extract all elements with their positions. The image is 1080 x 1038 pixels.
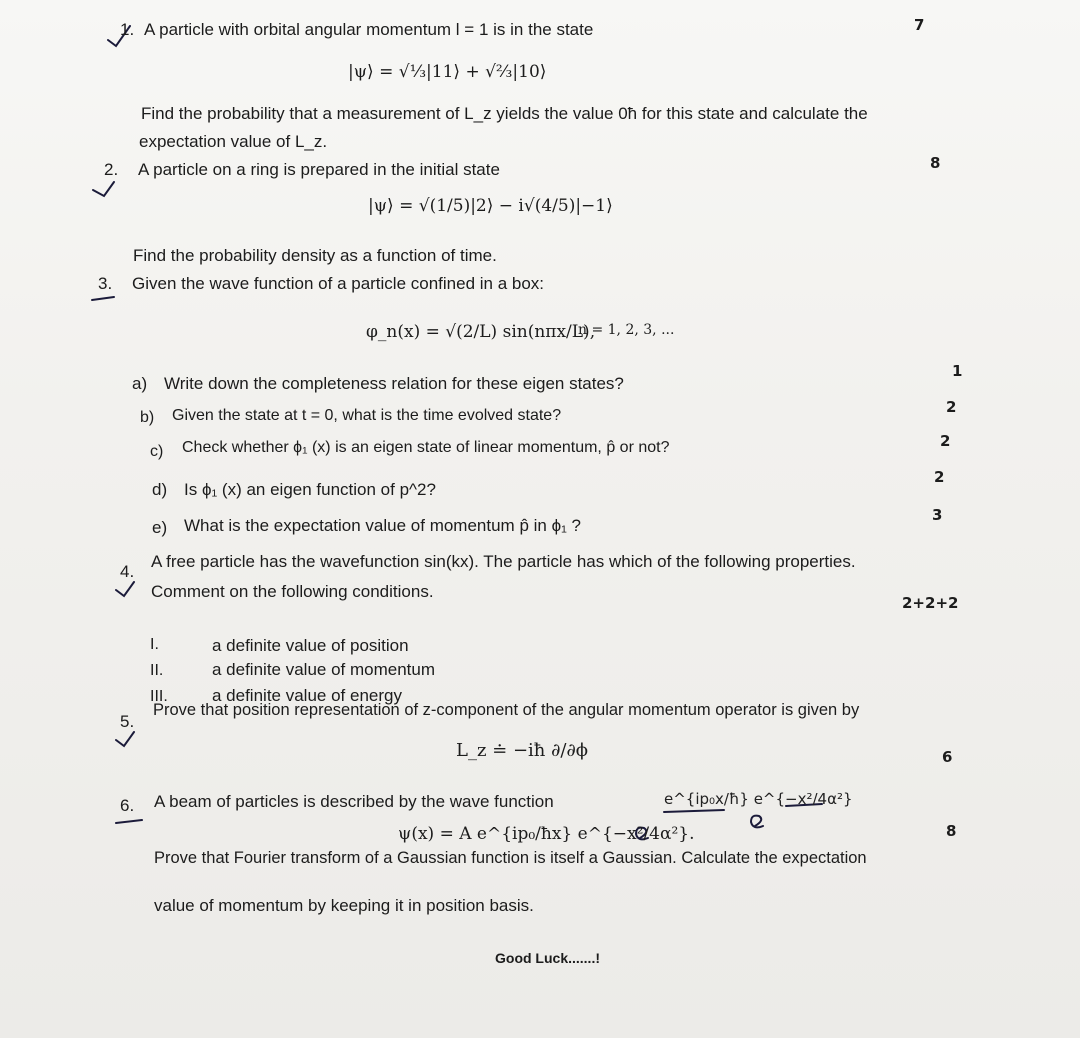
q6-label: 6.: [120, 796, 135, 815]
q3e-text: What is the expectation value of momentum p̂ in ϕ₁ ?: [184, 516, 582, 535]
q5-label: 5.: [120, 712, 135, 731]
q2-state: |ψ⟩ = √(1/5)|2⟩ − i√(4/5)|−1⟩: [368, 196, 613, 216]
q5-operator: L_z ≐ −iħ ∂/∂ϕ: [456, 740, 589, 761]
q2-text: A particle on a ring is prepared in the initial state: [138, 160, 500, 179]
q3-label: 3.: [98, 274, 113, 293]
q3c-marks: 2: [940, 432, 951, 450]
q4-option-1-text: a definite value of position: [212, 636, 409, 655]
q6-marks: 8: [946, 822, 957, 840]
q4-option-3-num: III.: [150, 688, 168, 705]
q1-label: 1.: [120, 20, 135, 39]
q5-text: Prove that position representation of z-component of the angular momentum operator is given by: [153, 701, 860, 719]
q2-marks: 8: [930, 154, 941, 172]
q6-handwritten-note: e^{ip₀x/ħ} e^{−x²/4α²}: [664, 790, 853, 808]
q4-option-3-text: a definite value of energy: [212, 686, 402, 705]
q3c-label: c): [150, 443, 164, 460]
q3d-label: d): [152, 480, 168, 499]
q1-find-line1: Find the probability that a measurement of L_z yields the value 0ħ for this state and calculate the: [141, 104, 868, 123]
q4-comment: Comment on the following conditions.: [151, 582, 434, 601]
q6-prove-line1: Prove that Fourier transform of a Gaussian function is itself a Gaussian. Calculate the expectation: [154, 849, 867, 867]
q1-find-line2: expectation value of L_z.: [139, 132, 328, 151]
q3b-text: Given the state at t = 0, what is the time evolved state?: [172, 407, 562, 424]
q4-label: 4.: [120, 562, 135, 581]
q1-text: A particle with orbital angular momentum l = 1 is in the state: [144, 20, 594, 39]
q2-find: Find the probability density as a function of time.: [133, 246, 497, 265]
q3b-label: b): [140, 409, 155, 426]
q3e-marks: 3: [932, 506, 943, 524]
q3e-label: e): [152, 518, 168, 537]
q5-marks: 6: [942, 748, 953, 766]
q4-option-1-num: I.: [150, 636, 159, 653]
q6-prove-line2: value of momentum by keeping it in position basis.: [154, 896, 534, 915]
q4-option-2-text: a definite value of momentum: [212, 660, 436, 679]
q1-state: |ψ⟩ = √⅓|11⟩ + √⅔|10⟩: [348, 62, 547, 82]
q1-marks: 7: [914, 16, 925, 34]
q3a-text: Write down the completeness relation for these eigen states?: [164, 374, 624, 393]
footer-good-luck: Good Luck.......!: [495, 950, 600, 966]
q4-option-2-num: II.: [150, 662, 164, 679]
q6-wavefunction: ψ(x) = A e^{ip₀/ħx} e^{−x²/4α²}.: [398, 824, 695, 844]
q3b-marks: 2: [946, 398, 957, 416]
q3d-text: Is ϕ₁ (x) an eigen function of p^2?: [184, 480, 436, 499]
q3d-marks: 2: [934, 468, 945, 486]
q4-marks: 2+2+2: [902, 594, 959, 612]
q4-text: A free particle has the wavefunction sin(kx). The particle has which of the following properties.: [151, 552, 856, 571]
q3a-marks: 1: [952, 362, 963, 380]
q3a-label: a): [132, 374, 148, 393]
q2-label: 2.: [104, 160, 119, 179]
q3c-text: Check whether ϕ₁ (x) is an eigen state of linear momentum, p̂ or not?: [182, 439, 670, 456]
q3-text: Given the wave function of a particle confined in a box:: [132, 274, 545, 293]
q3-n-values: n = 1, 2, 3, ...: [578, 322, 675, 338]
q3-wavefunction: φ_n(x) = √(2/L) sin(nπx/L),: [366, 322, 596, 342]
q6-text: A beam of particles is described by the wave function: [154, 792, 554, 811]
